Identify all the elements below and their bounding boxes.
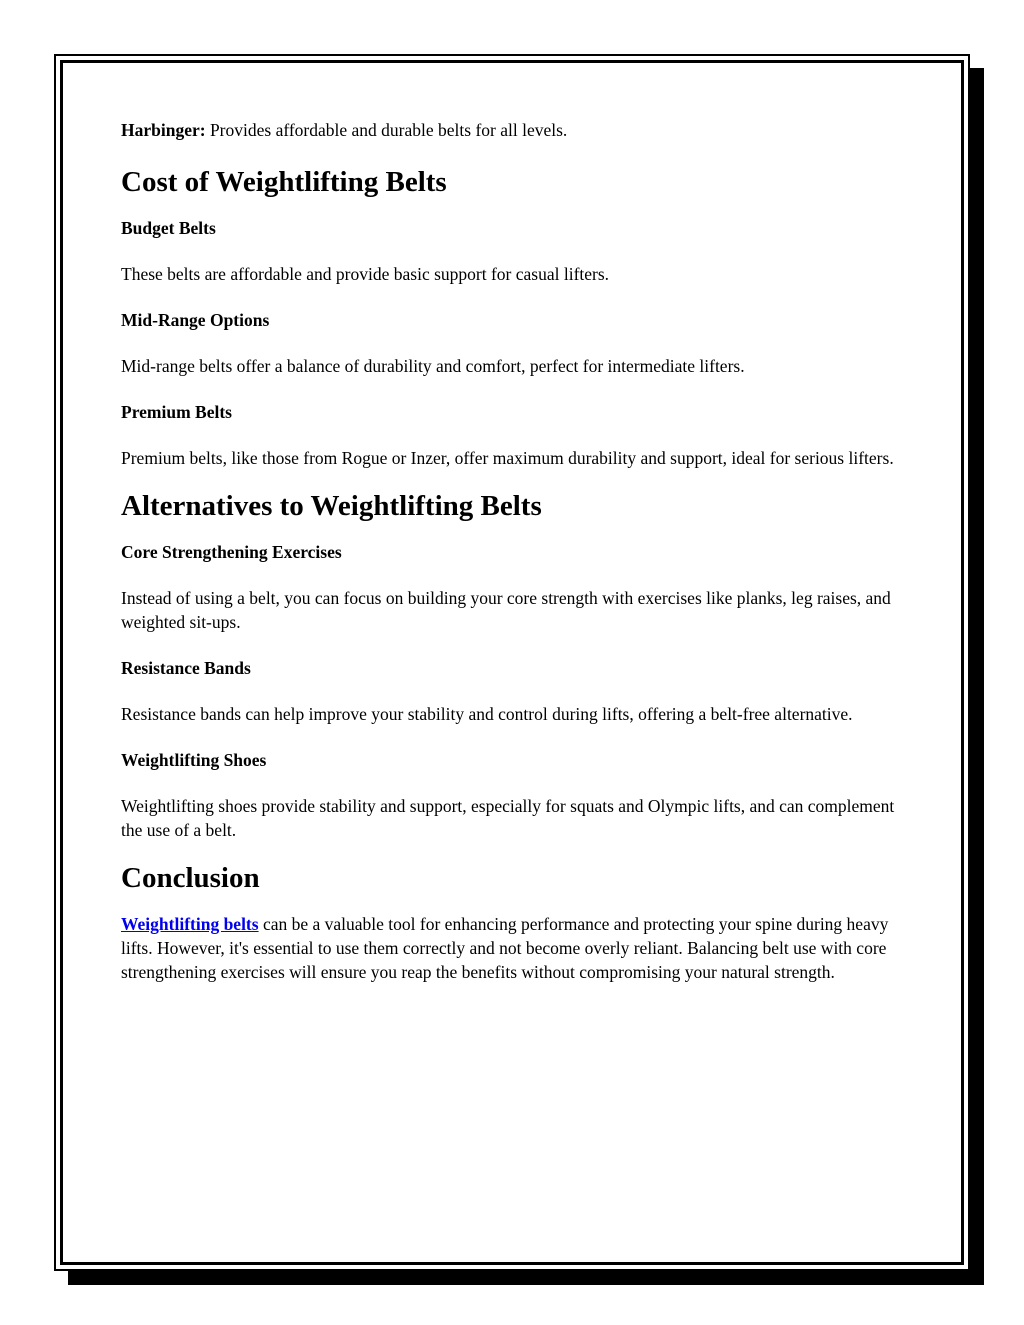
section-title-cost: Cost of Weightlifting Belts: [121, 166, 447, 198]
subheading-resistance-bands: Resistance Bands: [121, 658, 251, 678]
paragraph-premium-belts: Premium belts, like those from Rogue or Inzer, offer maximum durability and support, ideal for serious lifters.: [121, 448, 894, 468]
harbinger-text: Provides affordable and durable belts for all levels.: [205, 120, 568, 140]
weightlifting-belts-link[interactable]: Weightlifting belts: [121, 914, 259, 934]
conclusion-text: can be a valuable tool for enhancing performance and protecting your spine during heavy lifts. However, it's essential to use them correctly and not become overly reliant. Balancing belt use with core strengthening exercises will ensure you reap the benefits without compromising your natural strength.: [121, 914, 889, 982]
paragraph-resistance-bands: Resistance bands can help improve your stability and control during lifts, offering a belt-free alternative.: [121, 704, 853, 724]
paragraph-core-strengthening: Instead of using a belt, you can focus on building your core strength with exercises like planks, leg raises, and weighted sit-ups.: [121, 588, 891, 632]
subheading-core-strengthening: Core Strengthening Exercises: [121, 542, 342, 562]
section-title-alternatives: Alternatives to Weightlifting Belts: [121, 490, 542, 522]
subheading-premium-belts: Premium Belts: [121, 402, 232, 422]
section-title-conclusion: Conclusion: [121, 862, 260, 894]
paragraph-weightlifting-shoes: Weightlifting shoes provide stability and support, especially for squats and Olympic lifts, and can complement the use of a belt.: [121, 796, 895, 840]
paragraph-conclusion: [121, 912, 896, 984]
subheading-mid-range-options: Mid-Range Options: [121, 310, 270, 330]
paragraph-mid-range-options: Mid-range belts offer a balance of durability and comfort, perfect for intermediate lifters.: [121, 356, 745, 376]
harbinger-label: Harbinger:: [121, 120, 206, 140]
document-content: [121, 118, 896, 1006]
paragraph-budget-belts: These belts are affordable and provide basic support for casual lifters.: [121, 264, 610, 284]
subheading-budget-belts: Budget Belts: [121, 218, 216, 238]
harbinger-line: [121, 118, 896, 142]
subheading-weightlifting-shoes: Weightlifting Shoes: [121, 750, 267, 770]
